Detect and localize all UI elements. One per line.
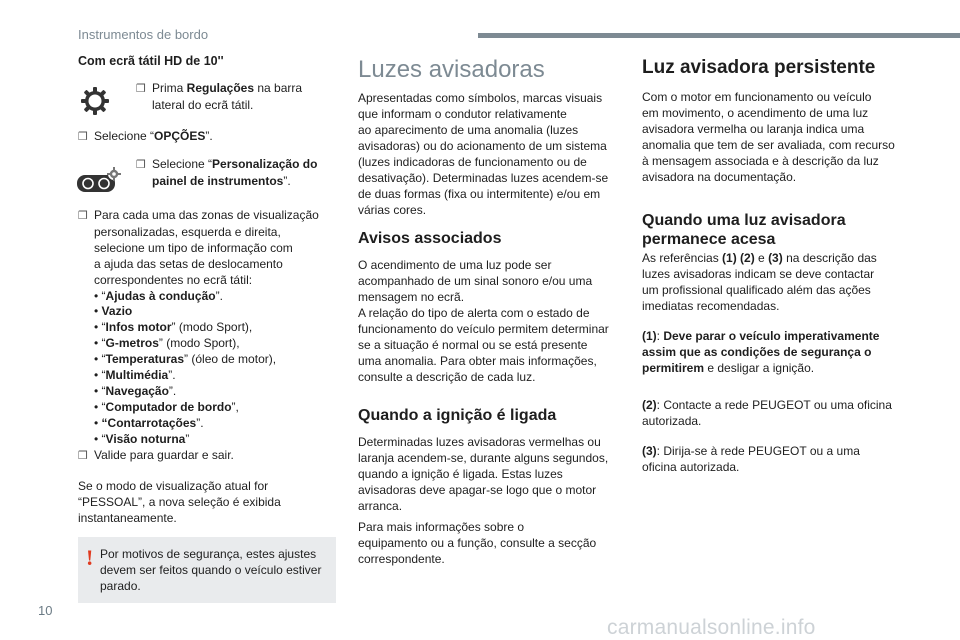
reference-3: (3): Dirija-se à rede PEUGEOT ou a uma oficina autorizada. — [642, 444, 860, 474]
heading-luz-persistente: Luz avisadora persistente — [642, 57, 876, 78]
personal-mode-paragraph: Se o modo de visualização atual for “PESSOAL”, a nova seleção é exibida instantaneamente. — [78, 479, 281, 525]
ignicao-paragraph: Determinadas luzes avisadoras vermelhas ou laranja acendem-se, durante alguns segundos, quando a ignição é ligada. Estas luzes avisadoras deve apagar-se logo que o motor arranca. — [358, 435, 609, 513]
section-header-bar — [478, 33, 960, 38]
step-4: ❒ Para cada uma das zonas de visualização personalizadas, esquerda e direita, selecione um tipo de informação com a ajuda das setas de deslocamento correspondentes no ecrã tátil: • “Ajudas à condução”. • Vazio • “Infos motor” (modo Sport), • “G-metros” (modo Sport), • “Temperaturas” (óleo de motor), • “Multimédia”. • “Navegação”. • “Computador de bordo”, • “Contarrotações”. • “Visão noturna” ❒ Valide para guardar e sair. — [78, 208, 338, 465]
gear-icon — [80, 86, 110, 121]
section-header-title: Instrumentos de bordo — [78, 27, 209, 42]
check-box-icon: ❒ — [136, 83, 146, 95]
avisos-paragraph: O acendimento de uma luz pode ser acompanhado de um sinal sonoro e/ou uma mensagem no ecrã. A relação do tipo de alerta com o estado de funcionamento do veículo permitem determinar se a situação é normal ou se está presente uma anomalia. Para obter mais informações, consulte a descrição de cada luz. — [358, 258, 609, 384]
option-item: • Vazio — [94, 304, 133, 319]
mais-info-paragraph: Para mais informações sobre o equipamento ou a função, consulte a secção correspondente. — [358, 520, 597, 566]
dashboard-settings-icon — [76, 166, 122, 199]
subtitle: Com ecrã tátil HD de 10'' — [78, 54, 224, 68]
option-item: • “Navegação”. — [94, 383, 177, 398]
option-item: • “Temperaturas” (óleo de motor), — [94, 352, 277, 367]
warning-exclamation-icon: ! — [86, 545, 94, 570]
check-box-icon: ❒ — [136, 159, 146, 171]
watermark: carmanualsonline.info — [607, 616, 816, 639]
option-item: • “Contarrotações”. — [94, 415, 204, 430]
option-item: • “Computador de bordo”, — [94, 399, 239, 414]
step-3: ❒ Selecione “Personalização do painel de instrumentos”. — [136, 157, 318, 188]
option-item: • “Infos motor” (modo Sport), — [94, 320, 253, 335]
warning-text: Por motivos de segurança, estes ajustes devem ser feitos quando o veículo estiver parado. — [100, 547, 322, 593]
option-item: • “Visão noturna” — [94, 431, 190, 446]
heading-ignicao-ligada: Quando a ignição é ligada — [358, 407, 557, 424]
referencias-paragraph: As referências (1) (2) e (3) na descrição das luzes avisadoras indicam se deve contactar um profissional qualificado além das ações imediatas recomendadas. — [642, 251, 877, 313]
intro-paragraph: Apresentadas como símbolos, marcas visuais que informam o condutor relativamente ao aparecimento de uma anomalia (luzes avisadoras) ou do acionamento de um sistema (luzes indicadoras de funcionamento ou de desativação). Determinadas luzes acendem-se de duas formas (fixa ou intermitente) e/ou em várias cores. — [358, 91, 609, 217]
step-1: ❒ Prima Regulações na barra lateral do ecrã tátil. — [136, 81, 303, 112]
option-item: • “Multimédia”. — [94, 368, 176, 383]
option-item: • “G-metros” (modo Sport), — [94, 336, 240, 351]
heading-avisos-associados: Avisos associados — [358, 230, 502, 247]
reference-1: (1): Deve parar o veículo imperativamente assim que as condições de segurança o permitirem e desligar a ignição. — [642, 329, 880, 375]
persistente-paragraph: Com o motor em funcionamento ou veículo em movimento, o acendimento de uma luz avisadora vermelha ou laranja indica uma anomalia que tem de ser avaliada, com recurso à mensagem associada e à descrição da luz avisadora na documentação. — [642, 90, 895, 184]
heading-quando-permanece: Quando uma luz avisadora permanece acesa — [642, 212, 846, 248]
check-box-icon: ❒ — [78, 210, 88, 222]
check-box-icon: ❒ — [78, 131, 88, 143]
heading-luzes-avisadoras: Luzes avisadoras — [358, 56, 545, 83]
step-2: ❒ Selecione “OPÇÕES”. — [78, 129, 213, 143]
check-box-icon: ❒ — [78, 449, 88, 462]
page-number: 10 — [38, 603, 53, 618]
option-item: • “Ajudas à condução”. — [94, 288, 223, 303]
reference-2: (2): Contacte a rede PEUGEOT ou uma oficina autorizada. — [642, 398, 892, 428]
